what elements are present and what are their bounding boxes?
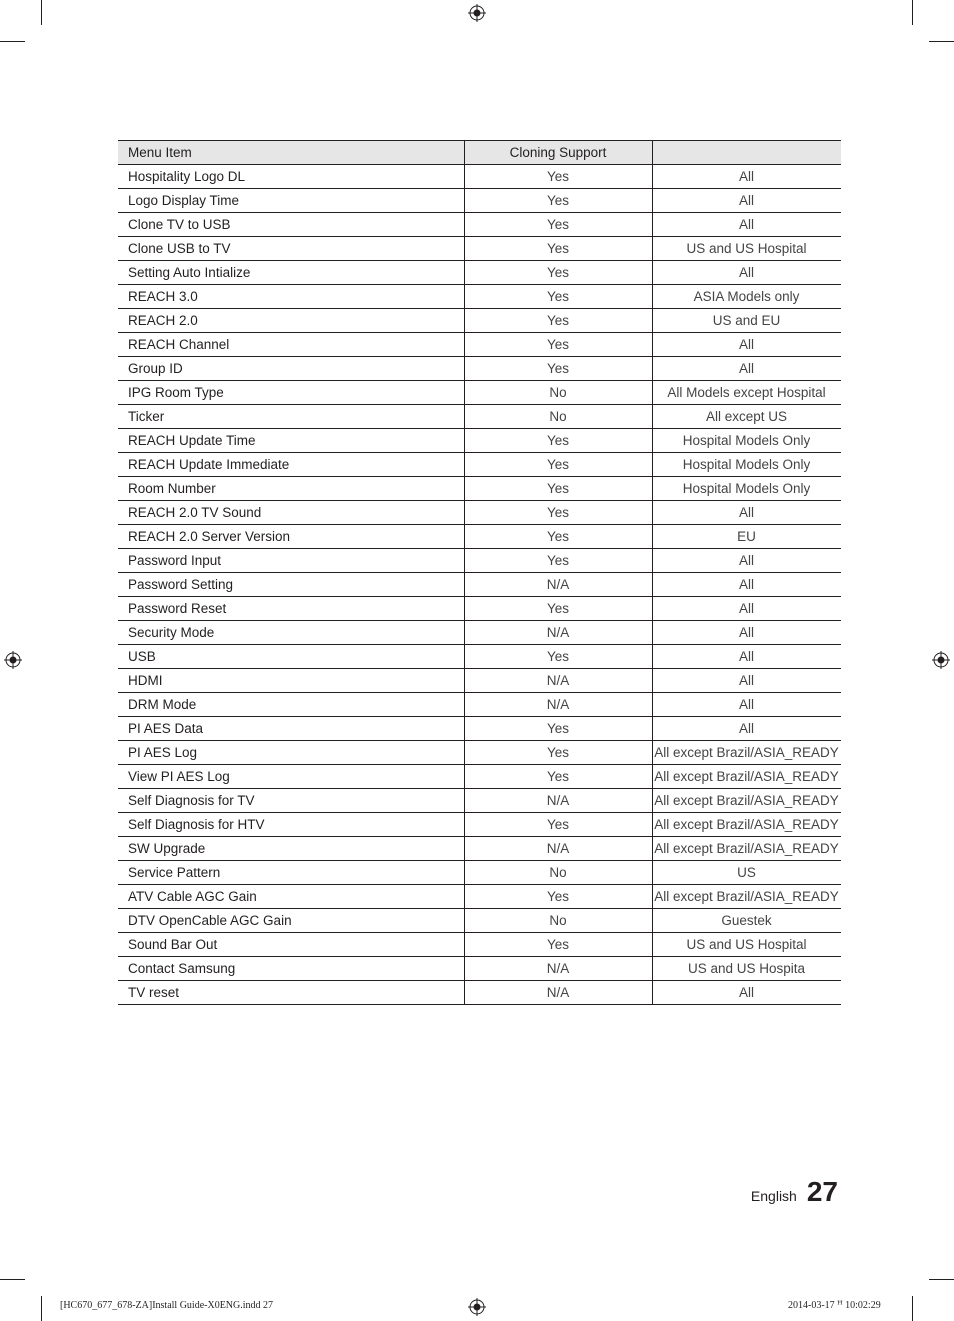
cell-cloning-support: Yes (464, 309, 652, 333)
cell-cloning-support: Yes (464, 285, 652, 309)
cell-menu-item: PI AES Data (118, 717, 464, 741)
cell-models: All (652, 549, 841, 573)
table-row (118, 261, 841, 285)
cell-models: All (652, 645, 841, 669)
cell-cloning-support: Yes (464, 429, 652, 453)
table-row (118, 333, 841, 357)
table-row (118, 765, 841, 789)
cell-cloning-support: N/A (464, 669, 652, 693)
table-row (118, 405, 841, 429)
cell-cloning-support: No (464, 861, 652, 885)
cell-menu-item: REACH 2.0 (118, 309, 464, 333)
table-row (118, 189, 841, 213)
cell-menu-item: USB (118, 645, 464, 669)
cell-cloning-support: Yes (464, 813, 652, 837)
column-header-menu-item: Menu Item (118, 141, 464, 165)
table-row (118, 549, 841, 573)
cell-menu-item: REACH 3.0 (118, 285, 464, 309)
cell-models: All except Brazil/ASIA_READY (652, 765, 841, 789)
slug-timestamp: 2014-03-17 ꟸ 10:02:29 (788, 1300, 881, 1311)
cell-cloning-support: Yes (464, 741, 652, 765)
slug-file-name: [HC670_677_678-ZA]Install Guide-X0ENG.indd 27 (60, 1300, 274, 1311)
table-row (118, 429, 841, 453)
cell-models: All except Brazil/ASIA_READY (652, 741, 841, 765)
cell-cloning-support: Yes (464, 165, 652, 189)
cell-menu-item: TV reset (118, 981, 464, 1005)
table-row (118, 717, 841, 741)
table-row (118, 909, 841, 933)
cell-menu-item: REACH Update Immediate (118, 453, 464, 477)
cell-cloning-support: Yes (464, 597, 652, 621)
cell-models: All except Brazil/ASIA_READY (652, 885, 841, 909)
cell-cloning-support: Yes (464, 333, 652, 357)
cell-cloning-support: Yes (464, 237, 652, 261)
cell-models: All except Brazil/ASIA_READY (652, 789, 841, 813)
cell-models: Hospital Models Only (652, 429, 841, 453)
cell-cloning-support: N/A (464, 693, 652, 717)
cell-models: All (652, 621, 841, 645)
crop-mark-top-right-h (929, 41, 954, 42)
cell-cloning-support: N/A (464, 957, 652, 981)
cell-models: All (652, 333, 841, 357)
cell-cloning-support: Yes (464, 357, 652, 381)
cell-models: All except Brazil/ASIA_READY (652, 837, 841, 861)
cell-cloning-support: Yes (464, 525, 652, 549)
cell-menu-item: Clone USB to TV (118, 237, 464, 261)
table-row (118, 861, 841, 885)
cell-models: US and US Hospita (652, 957, 841, 981)
cell-menu-item: Password Reset (118, 597, 464, 621)
cell-models: US and EU (652, 309, 841, 333)
cell-models: All (652, 573, 841, 597)
cell-cloning-support: Yes (464, 189, 652, 213)
table-row (118, 789, 841, 813)
table-row (118, 885, 841, 909)
cell-cloning-support: Yes (464, 453, 652, 477)
cell-menu-item: HDMI (118, 669, 464, 693)
cell-menu-item: REACH 2.0 Server Version (118, 525, 464, 549)
cell-models: ASIA Models only (652, 285, 841, 309)
registration-target-icon (468, 4, 486, 22)
cell-models: All (652, 669, 841, 693)
table-row (118, 837, 841, 861)
cell-models: All (652, 597, 841, 621)
crop-mark-top-left-v (41, 0, 42, 25)
cell-cloning-support: N/A (464, 837, 652, 861)
table-row (118, 213, 841, 237)
registration-target-icon (468, 1298, 486, 1316)
cell-models: All (652, 261, 841, 285)
cell-menu-item: Password Setting (118, 573, 464, 597)
cell-menu-item: Hospitality Logo DL (118, 165, 464, 189)
cell-models: Hospital Models Only (652, 477, 841, 501)
cell-menu-item: Self Diagnosis for TV (118, 789, 464, 813)
cell-menu-item: IPG Room Type (118, 381, 464, 405)
cell-cloning-support: N/A (464, 981, 652, 1005)
table-row (118, 669, 841, 693)
table-row (118, 477, 841, 501)
table-row (118, 981, 841, 1005)
table-row (118, 933, 841, 957)
cell-menu-item: Ticker (118, 405, 464, 429)
cell-cloning-support: Yes (464, 477, 652, 501)
registration-target-icon (932, 651, 950, 669)
cell-menu-item: ATV Cable AGC Gain (118, 885, 464, 909)
cell-models: All except Brazil/ASIA_READY (652, 813, 841, 837)
cell-cloning-support: Yes (464, 885, 652, 909)
cell-menu-item: Setting Auto Intialize (118, 261, 464, 285)
cell-cloning-support: Yes (464, 261, 652, 285)
cell-cloning-support: No (464, 405, 652, 429)
cell-menu-item: REACH 2.0 TV Sound (118, 501, 464, 525)
cell-cloning-support: Yes (464, 501, 652, 525)
registration-target-icon (4, 651, 22, 669)
cell-models: All (652, 357, 841, 381)
table-body (118, 165, 841, 1005)
cell-models: Guestek (652, 909, 841, 933)
cell-menu-item: Password Input (118, 549, 464, 573)
cell-menu-item: Logo Display Time (118, 189, 464, 213)
cloning-support-table (118, 140, 841, 1005)
cell-menu-item: SW Upgrade (118, 837, 464, 861)
cell-menu-item: DRM Mode (118, 693, 464, 717)
cell-cloning-support: Yes (464, 717, 652, 741)
cell-cloning-support: N/A (464, 789, 652, 813)
cell-menu-item: PI AES Log (118, 741, 464, 765)
language-label: English (750, 1188, 797, 1204)
table-row (118, 453, 841, 477)
table-row (118, 957, 841, 981)
cell-cloning-support: N/A (464, 573, 652, 597)
cell-menu-item: Self Diagnosis for HTV (118, 813, 464, 837)
cell-menu-item: DTV OpenCable AGC Gain (118, 909, 464, 933)
cell-models: EU (652, 525, 841, 549)
table-row (118, 501, 841, 525)
cell-menu-item: Group ID (118, 357, 464, 381)
cell-models: All (652, 213, 841, 237)
table-row (118, 573, 841, 597)
cell-models: US and US Hospital (652, 933, 841, 957)
cell-models: All except US (652, 405, 841, 429)
crop-mark-top-right-v (912, 0, 913, 25)
cell-menu-item: View PI AES Log (118, 765, 464, 789)
page-footer (751, 1176, 838, 1208)
cell-cloning-support: Yes (464, 549, 652, 573)
cell-menu-item: REACH Channel (118, 333, 464, 357)
cell-cloning-support: Yes (464, 765, 652, 789)
cell-menu-item: Sound Bar Out (118, 933, 464, 957)
cell-models: Hospital Models Only (652, 453, 841, 477)
table-row (118, 357, 841, 381)
crop-mark-bottom-right-v (912, 1296, 913, 1321)
column-header-cloning-support: Cloning Support (464, 141, 652, 165)
table-row (118, 285, 841, 309)
table-row (118, 237, 841, 261)
table-row (118, 621, 841, 645)
table-row (118, 381, 841, 405)
cell-models: US (652, 861, 841, 885)
table-row (118, 597, 841, 621)
cell-cloning-support: No (464, 381, 652, 405)
cell-menu-item: REACH Update Time (118, 429, 464, 453)
crop-mark-top-left-h (0, 41, 25, 42)
table-row (118, 525, 841, 549)
table-header-row (118, 141, 841, 165)
table-row (118, 645, 841, 669)
cell-menu-item: Service Pattern (118, 861, 464, 885)
cell-models: All (652, 165, 841, 189)
crop-mark-bottom-left-v (41, 1296, 42, 1321)
page-number: 27 (806, 1176, 838, 1207)
cell-cloning-support: Yes (464, 645, 652, 669)
cell-menu-item: Clone TV to USB (118, 213, 464, 237)
cell-menu-item: Security Mode (118, 621, 464, 645)
cell-models: All (652, 981, 841, 1005)
table-row (118, 309, 841, 333)
cell-models: All (652, 501, 841, 525)
cell-cloning-support: Yes (464, 933, 652, 957)
table-row (118, 741, 841, 765)
cell-menu-item: Room Number (118, 477, 464, 501)
cell-models: All (652, 717, 841, 741)
cell-models: All (652, 189, 841, 213)
table-row (118, 693, 841, 717)
cell-models: All (652, 693, 841, 717)
cell-cloning-support: Yes (464, 213, 652, 237)
cell-cloning-support: No (464, 909, 652, 933)
crop-mark-bottom-left-h (0, 1279, 25, 1280)
table-row (118, 165, 841, 189)
crop-mark-bottom-right-h (929, 1279, 954, 1280)
table-row (118, 813, 841, 837)
cell-cloning-support: N/A (464, 621, 652, 645)
cell-models: US and US Hospital (652, 237, 841, 261)
cell-menu-item: Contact Samsung (118, 957, 464, 981)
cell-models: All Models except Hospital (652, 381, 841, 405)
column-header-models (652, 141, 841, 165)
